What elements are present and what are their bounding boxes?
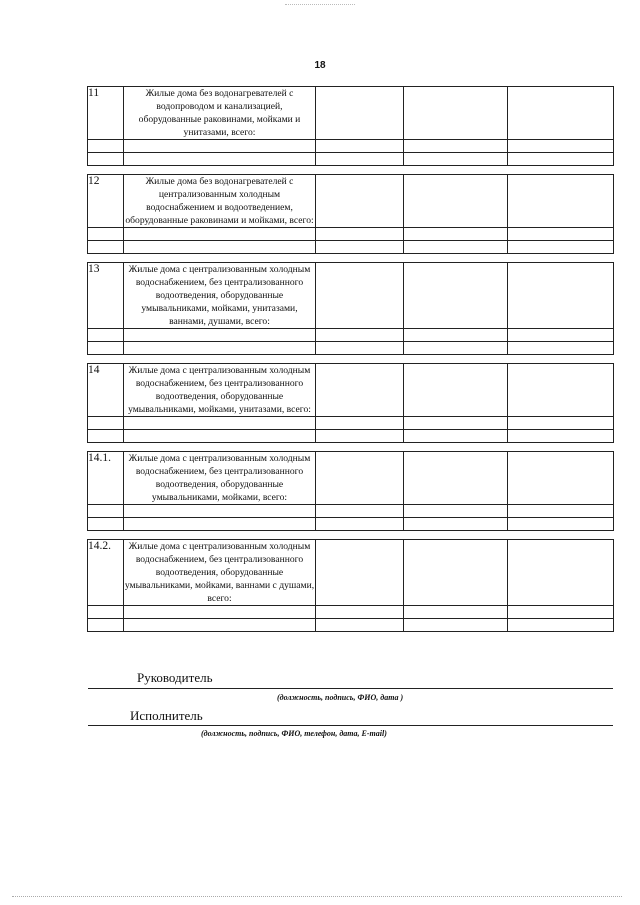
value-cell bbox=[316, 364, 404, 417]
value-cell bbox=[404, 175, 508, 228]
empty-cell bbox=[316, 505, 404, 518]
empty-cell bbox=[124, 329, 316, 342]
row-number: 14 bbox=[88, 364, 124, 417]
empty-cell bbox=[404, 228, 508, 241]
sub-row bbox=[88, 417, 614, 430]
sub-row bbox=[88, 606, 614, 619]
value-cell bbox=[508, 452, 614, 505]
row-number: 14.2. bbox=[88, 540, 124, 606]
gap-cell bbox=[88, 254, 614, 263]
empty-cell bbox=[88, 241, 124, 254]
value-cell bbox=[404, 364, 508, 417]
head-label: Руководитель bbox=[137, 670, 213, 685]
sub-row bbox=[88, 241, 614, 254]
empty-cell bbox=[316, 153, 404, 166]
value-cell bbox=[404, 540, 508, 606]
empty-cell bbox=[404, 329, 508, 342]
empty-cell bbox=[316, 241, 404, 254]
empty-cell bbox=[508, 518, 614, 531]
empty-cell bbox=[508, 153, 614, 166]
empty-cell bbox=[88, 153, 124, 166]
empty-cell bbox=[508, 505, 614, 518]
row-gap bbox=[88, 443, 614, 452]
empty-cell bbox=[88, 342, 124, 355]
table-row bbox=[88, 364, 614, 417]
empty-cell bbox=[88, 140, 124, 153]
empty-cell bbox=[316, 342, 404, 355]
row-number: 13 bbox=[88, 263, 124, 329]
empty-cell bbox=[508, 430, 614, 443]
empty-cell bbox=[508, 619, 614, 632]
row-description: Жилые дома с централизованным холодным водоснабжением, без централизованного водоотведения, оборудованные умывальниками, мойками, унитазами, ваннами, душами, всего: bbox=[124, 263, 316, 329]
empty-cell bbox=[316, 140, 404, 153]
empty-cell bbox=[316, 417, 404, 430]
empty-cell bbox=[124, 153, 316, 166]
table-row bbox=[88, 175, 614, 228]
sub-row bbox=[88, 342, 614, 355]
empty-cell bbox=[124, 342, 316, 355]
empty-cell bbox=[404, 518, 508, 531]
empty-cell bbox=[124, 241, 316, 254]
row-description: Жилые дома с централизованным холодным водоснабжением, без централизованного водоотведения, оборудованные умывальниками, мойками, ваннами с душами, всего: bbox=[124, 541, 315, 604]
executor-label: Исполнитель bbox=[130, 708, 203, 723]
empty-cell bbox=[508, 417, 614, 430]
empty-cell bbox=[88, 505, 124, 518]
empty-cell bbox=[508, 228, 614, 241]
empty-cell bbox=[88, 430, 124, 443]
empty-cell bbox=[124, 140, 316, 153]
value-cell bbox=[316, 540, 404, 606]
empty-cell bbox=[404, 153, 508, 166]
empty-cell bbox=[124, 518, 316, 531]
value-cell bbox=[316, 87, 404, 140]
sub-row bbox=[88, 153, 614, 166]
row-gap bbox=[88, 531, 614, 540]
row-number: 12 bbox=[88, 175, 124, 228]
scan-artifact bbox=[285, 4, 355, 9]
row-description: Жилые дома без водонагревателей с централизованным холодным водоснабжением и водоотведением, оборудованные раковинами и мойками, всего: bbox=[125, 176, 314, 226]
page-number: 18 bbox=[314, 60, 326, 71]
empty-cell bbox=[124, 228, 316, 241]
sub-row bbox=[88, 228, 614, 241]
sub-row bbox=[88, 505, 614, 518]
gap-cell bbox=[88, 531, 614, 540]
value-cell bbox=[508, 540, 614, 606]
empty-cell bbox=[404, 417, 508, 430]
empty-cell bbox=[404, 505, 508, 518]
empty-cell bbox=[316, 329, 404, 342]
empty-cell bbox=[316, 619, 404, 632]
empty-cell bbox=[124, 619, 316, 632]
row-description: Жилые дома с централизованным холодным водоснабжением, без централизованного водоотведения, оборудованные умывальниками, мойками, всего: bbox=[124, 452, 316, 505]
executor-caption: (должность, подпись, ФИО, телефон, дата, E-mail) bbox=[201, 729, 387, 738]
report-table bbox=[87, 86, 614, 632]
empty-cell bbox=[508, 329, 614, 342]
empty-cell bbox=[316, 606, 404, 619]
empty-cell bbox=[124, 430, 316, 443]
head-caption: (должность, подпись, ФИО, дата ) bbox=[277, 693, 404, 702]
empty-cell bbox=[404, 619, 508, 632]
value-cell bbox=[404, 452, 508, 505]
empty-cell bbox=[404, 342, 508, 355]
row-description: Жилые дома с централизованным холодным водоснабжением, без централизованного водоотведения, оборудованные умывальниками, мойками, унитазами, всего: bbox=[124, 364, 316, 417]
gap-cell bbox=[88, 166, 614, 175]
value-cell bbox=[508, 364, 614, 417]
value-cell bbox=[404, 87, 508, 140]
row-gap bbox=[88, 254, 614, 263]
empty-cell bbox=[508, 241, 614, 254]
value-cell bbox=[316, 452, 404, 505]
value-cell bbox=[404, 263, 508, 329]
row-number: 14.1. bbox=[88, 452, 124, 505]
gap-cell bbox=[88, 443, 614, 452]
table-row bbox=[88, 87, 614, 140]
sub-row bbox=[88, 430, 614, 443]
value-cell bbox=[316, 175, 404, 228]
table-row bbox=[88, 452, 614, 505]
sub-row bbox=[88, 329, 614, 342]
empty-cell bbox=[88, 606, 124, 619]
empty-cell bbox=[508, 606, 614, 619]
empty-cell bbox=[404, 241, 508, 254]
row-gap bbox=[88, 355, 614, 364]
gap-cell bbox=[88, 355, 614, 364]
value-cell bbox=[508, 87, 614, 140]
table-row bbox=[88, 263, 614, 329]
empty-cell bbox=[316, 430, 404, 443]
row-gap bbox=[88, 166, 614, 175]
empty-cell bbox=[88, 228, 124, 241]
empty-cell bbox=[88, 417, 124, 430]
row-description: Жилые дома без водонагревателей с водопроводом и канализацией, оборудованные раковинами, мойками и унитазами, всего: bbox=[124, 87, 316, 140]
table-row bbox=[88, 540, 614, 606]
value-cell bbox=[316, 263, 404, 329]
sub-row bbox=[88, 619, 614, 632]
empty-cell bbox=[404, 430, 508, 443]
empty-cell bbox=[124, 606, 316, 619]
head-signature-line bbox=[88, 688, 613, 689]
empty-cell bbox=[316, 518, 404, 531]
empty-cell bbox=[404, 140, 508, 153]
empty-cell bbox=[404, 606, 508, 619]
empty-cell bbox=[88, 518, 124, 531]
empty-cell bbox=[88, 329, 124, 342]
value-cell bbox=[508, 175, 614, 228]
scan-artifact bbox=[12, 896, 622, 897]
empty-cell bbox=[124, 417, 316, 430]
empty-cell bbox=[508, 342, 614, 355]
executor-signature-line bbox=[88, 725, 613, 726]
empty-cell bbox=[508, 140, 614, 153]
sub-row bbox=[88, 518, 614, 531]
empty-cell bbox=[124, 505, 316, 518]
empty-cell bbox=[88, 619, 124, 632]
sub-row bbox=[88, 140, 614, 153]
row-number: 11 bbox=[88, 87, 124, 140]
value-cell bbox=[508, 263, 614, 329]
empty-cell bbox=[316, 228, 404, 241]
